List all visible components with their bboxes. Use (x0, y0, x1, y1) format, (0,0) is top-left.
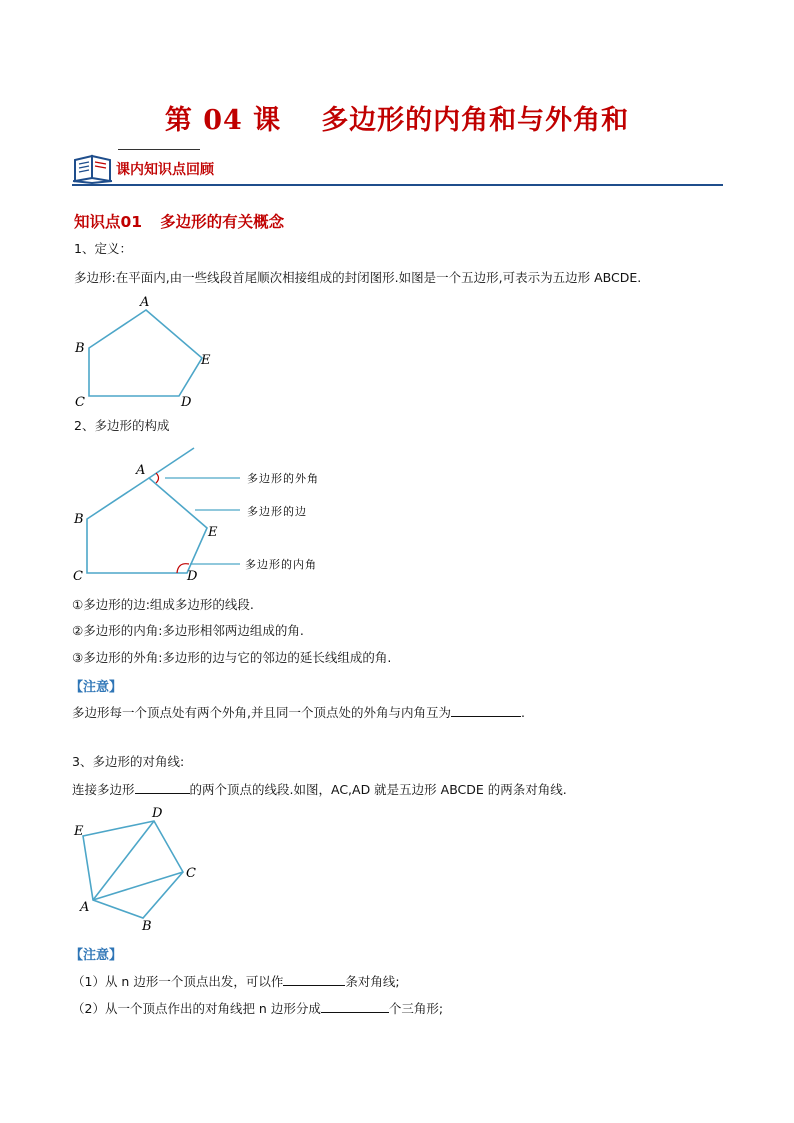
composition-item-exterior: ③多边形的外角:多边形的边与它的邻边的延长线组成的角. (72, 650, 392, 665)
note-2-line-2-before: （2）从一个顶点作出的对角线把 n 边形分成 (72, 1001, 321, 1016)
vertex-label-b: B (142, 919, 152, 934)
section-divider (72, 184, 723, 186)
annotation-exterior-angle: 多边形的外角 (247, 472, 319, 485)
composition-item-interior: ②多边形的内角:多边形相邻两边组成的角. (72, 623, 304, 638)
vertex-label-d: D (152, 806, 163, 821)
exterior-angle-arc (156, 473, 159, 483)
note-2-line-2 (72, 1000, 443, 1017)
vertex-label-a: A (80, 900, 90, 915)
vertex-label-d: D (187, 569, 198, 584)
vertex-label-c: C (73, 569, 83, 584)
annotation-interior-angle: 多边形的内角 (245, 558, 317, 571)
diagonal-text (72, 781, 567, 798)
composition-heading: 2、多边形的构成 (74, 418, 170, 433)
pentagon-figure-2 (70, 444, 340, 584)
vertex-label-e: E (74, 824, 84, 839)
note-1-after: . (520, 705, 525, 720)
fill-blank[interactable] (135, 781, 190, 794)
kp-text: 多边形的有关概念 (160, 213, 285, 231)
vertex-label-a: A (140, 295, 150, 310)
vertex-label-d: D (181, 395, 192, 410)
note-2-line-1-after: 条对角线; (345, 974, 400, 989)
diagonal-ad (93, 821, 154, 900)
composition-item-side: ①多边形的边:组成多边形的线段. (72, 597, 254, 612)
definition-heading: 1、定义： (74, 241, 132, 256)
annotation-side: 多边形的边 (247, 505, 307, 518)
pentagon-figure-3 (70, 804, 210, 934)
knowledge-point-title (74, 210, 284, 232)
note-1-before: 多边形每一个顶点处有两个外角,并且同一个顶点处的外角与内角互为 (72, 705, 451, 720)
vertex-label-e: E (208, 525, 218, 540)
vertex-label-e: E (201, 353, 211, 368)
page-title (0, 98, 794, 137)
pentagon-figure-1 (70, 292, 230, 410)
note-2-line-2-after: 个三角形; (388, 1001, 444, 1016)
title-lesson: 第 04 课 (164, 105, 282, 136)
diagonal-heading: 3、多边形的对角线: (72, 754, 185, 769)
vertex-label-c: C (186, 866, 196, 881)
note-label: 【注意】 (70, 948, 123, 963)
note-label: 【注意】 (70, 680, 123, 695)
vertex-label-c: C (75, 395, 85, 410)
header-accent-line (118, 149, 200, 150)
book-icon (72, 150, 116, 184)
diagonal-ac (93, 872, 183, 900)
vertex-label-b: B (75, 341, 85, 356)
title-topic: 多边形的内角和与外角和 (321, 105, 630, 136)
vertex-label-b: B (74, 512, 84, 527)
fill-blank[interactable] (321, 1000, 389, 1013)
fill-blank[interactable] (283, 973, 345, 986)
diagonal-before: 连接多边形 (72, 782, 135, 797)
vertex-label-a: A (136, 463, 146, 478)
definition-text: 多边形:在平面内,由一些线段首尾顺次相接组成的封闭图形.如图是一个五边形,可表示为五边形 ABCDE. (74, 270, 642, 285)
diagonal-after: 的两个顶点的线段.如图，AC,AD 就是五边形 ABCDE 的两条对角线. (189, 782, 567, 797)
fill-blank[interactable] (451, 704, 521, 717)
note-2-line-1-before: （1）从 n 边形一个顶点出发，可以作 (72, 974, 284, 989)
note-2-line-1 (72, 973, 400, 990)
section-label: 课内知识点回顾 (116, 162, 214, 178)
kp-number: 知识点01 (74, 213, 143, 231)
note-1-text (72, 704, 525, 721)
